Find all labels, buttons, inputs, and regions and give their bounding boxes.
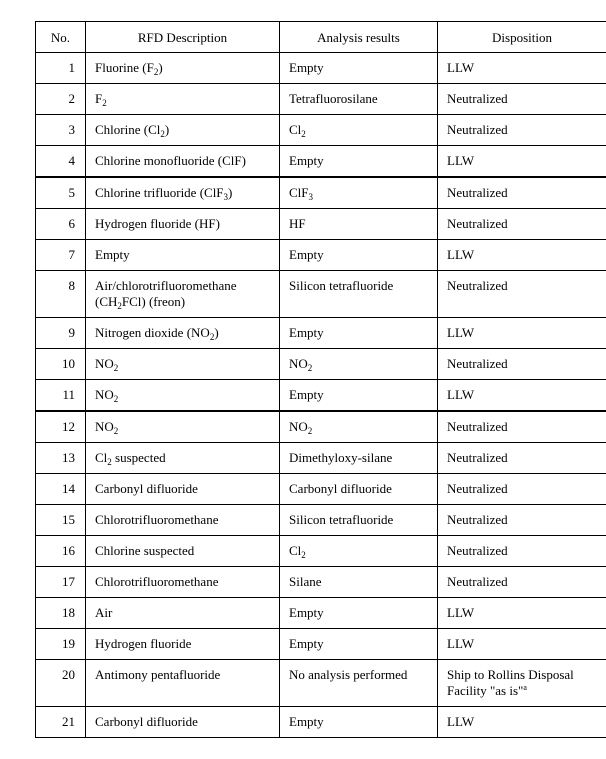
table-row: [36, 598, 606, 629]
disposition-cell: Neutralized: [438, 567, 606, 598]
rfd-description-cell: Nitrogen dioxide $(NO_2)$: [86, 318, 280, 349]
table-row: [36, 271, 606, 318]
rfd-description-cell: Empty: [86, 240, 280, 271]
analysis-result-cell: Empty: [280, 146, 438, 178]
row-number-cell: 20: [36, 660, 86, 707]
analysis-result-cell: Empty: [280, 598, 438, 629]
table-row: [36, 177, 606, 209]
table-row: [36, 240, 606, 271]
table-row: [36, 536, 606, 567]
analysis-result-cell: HF: [280, 209, 438, 240]
rfd-description-cell: $F_2$: [86, 84, 280, 115]
disposition-cell: Neutralized: [438, 115, 606, 146]
rfd-description-cell: $Cl_2$ suspected: [86, 443, 280, 474]
disposition-cell: LLW: [438, 380, 606, 412]
table-row: [36, 707, 606, 738]
row-number-cell: 12: [36, 411, 86, 443]
rfd-table: [35, 21, 606, 738]
table-row: [36, 474, 606, 505]
row-number-cell: 21: [36, 707, 86, 738]
row-number-cell: 1: [36, 53, 86, 84]
analysis-result-cell: No analysis performed: [280, 660, 438, 707]
disposition-cell: Neutralized: [438, 271, 606, 318]
row-number-cell: 5: [36, 177, 86, 209]
analysis-result-cell: Carbonyl difluoride: [280, 474, 438, 505]
disposition-cell: LLW: [438, 707, 606, 738]
row-number-cell: 3: [36, 115, 86, 146]
table-row: [36, 629, 606, 660]
table-row: [36, 660, 606, 707]
rfd-description-cell: Carbonyl difluoride: [86, 474, 280, 505]
header-analysis-results: Analysis results: [280, 22, 438, 53]
analysis-result-cell: Empty: [280, 240, 438, 271]
analysis-result-cell: Empty: [280, 629, 438, 660]
rfd-description-cell: Chlorine monofluoride (ClF): [86, 146, 280, 178]
analysis-result-cell: Empty: [280, 53, 438, 84]
row-number-cell: 17: [36, 567, 86, 598]
table-row: [36, 115, 606, 146]
row-number-cell: 6: [36, 209, 86, 240]
row-number-cell: 9: [36, 318, 86, 349]
row-number-cell: 19: [36, 629, 86, 660]
disposition-cell: LLW: [438, 598, 606, 629]
table-body: [36, 53, 606, 738]
row-number-cell: 18: [36, 598, 86, 629]
rfd-description-cell: Chlorine trifluoride (ClF$_3$): [86, 177, 280, 209]
rfd-description-cell: $NO_2$: [86, 380, 280, 412]
disposition-cell: Neutralized: [438, 209, 606, 240]
analysis-result-cell: Dimethyloxy-silane: [280, 443, 438, 474]
row-number-cell: 2: [36, 84, 86, 115]
table-row: [36, 209, 606, 240]
disposition-cell: LLW: [438, 53, 606, 84]
disposition-cell: LLW: [438, 318, 606, 349]
row-number-cell: 16: [36, 536, 86, 567]
table-row: [36, 505, 606, 536]
disposition-cell: Neutralized: [438, 349, 606, 380]
analysis-result-cell: Silicon tetrafluoride: [280, 505, 438, 536]
disposition-cell: Neutralized: [438, 536, 606, 567]
header-no: No.: [36, 22, 86, 53]
rfd-description-cell: Carbonyl difluoride: [86, 707, 280, 738]
row-number-cell: 4: [36, 146, 86, 178]
rfd-description-cell: Chlorine suspected: [86, 536, 280, 567]
table-header: [36, 22, 606, 53]
rfd-description-cell: Antimony pentafluoride: [86, 660, 280, 707]
rfd-description-cell: Air: [86, 598, 280, 629]
analysis-result-cell: Tetrafluorosilane: [280, 84, 438, 115]
analysis-result-cell: Empty: [280, 318, 438, 349]
header-disposition: Disposition: [438, 22, 606, 53]
analysis-result-cell: Empty: [280, 380, 438, 412]
disposition-cell: Neutralized: [438, 411, 606, 443]
table-row: [36, 567, 606, 598]
analysis-result-cell: Silicon tetrafluoride: [280, 271, 438, 318]
rfd-description-cell: Fluorine $(F_2)$: [86, 53, 280, 84]
analysis-result-cell: $NO_2$: [280, 411, 438, 443]
row-number-cell: 10: [36, 349, 86, 380]
row-number-cell: 7: [36, 240, 86, 271]
row-number-cell: 11: [36, 380, 86, 412]
disposition-cell: Ship to Rollins Disposal Facility "as is"$^a$: [438, 660, 606, 707]
rfd-description-cell: Hydrogen fluoride: [86, 629, 280, 660]
disposition-cell: Neutralized: [438, 505, 606, 536]
rfd-description-cell: $NO_2$: [86, 349, 280, 380]
rfd-description-cell: Chlorotrifluoromethane: [86, 505, 280, 536]
table-row: [36, 349, 606, 380]
disposition-cell: Neutralized: [438, 177, 606, 209]
rfd-description-cell: Chlorine $(Cl_2)$: [86, 115, 280, 146]
disposition-cell: Neutralized: [438, 443, 606, 474]
rfd-description-cell: Hydrogen fluoride (HF): [86, 209, 280, 240]
table-row: [36, 146, 606, 178]
analysis-result-cell: Empty: [280, 707, 438, 738]
analysis-result-cell: $NO_2$: [280, 349, 438, 380]
header-row: [36, 22, 606, 53]
disposition-cell: Neutralized: [438, 474, 606, 505]
disposition-cell: LLW: [438, 240, 606, 271]
row-number-cell: 13: [36, 443, 86, 474]
rfd-description-cell: Chlorotrifluoromethane: [86, 567, 280, 598]
row-number-cell: 14: [36, 474, 86, 505]
rfd-description-cell: $NO_2$: [86, 411, 280, 443]
rfd-description-cell: Air/chlorotrifluoromethane $(CH_2FCl)$ (freon): [86, 271, 280, 318]
analysis-result-cell: ClF$_3$: [280, 177, 438, 209]
row-number-cell: 8: [36, 271, 86, 318]
table-row: [36, 53, 606, 84]
analysis-result-cell: Silane: [280, 567, 438, 598]
analysis-result-cell: $Cl_2$: [280, 115, 438, 146]
disposition-cell: LLW: [438, 629, 606, 660]
row-number-cell: 15: [36, 505, 86, 536]
table-row: [36, 380, 606, 412]
analysis-result-cell: $Cl_2$: [280, 536, 438, 567]
header-rfd-description: RFD Description: [86, 22, 280, 53]
disposition-cell: Neutralized: [438, 84, 606, 115]
table-row: [36, 443, 606, 474]
table-row: [36, 84, 606, 115]
table-row: [36, 318, 606, 349]
table-row: [36, 411, 606, 443]
disposition-cell: LLW: [438, 146, 606, 178]
